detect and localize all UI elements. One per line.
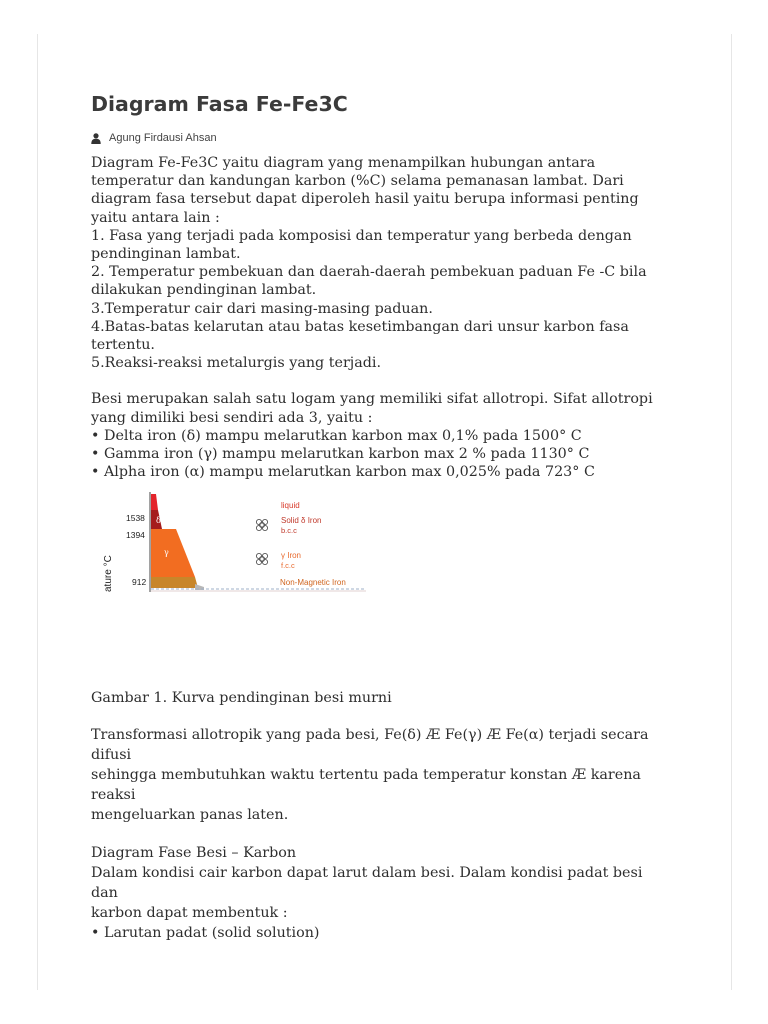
legend-fcc: f.c.c [281,561,295,571]
text-line: diagram fasa tersebut dapat diperoleh hasil yaitu berupa informasi penting [91,191,639,208]
text-line: difusi [91,747,132,764]
text-line: reaksi [91,787,136,804]
text-line: sehingga membutuhkan waktu tertentu pada temperatur konstan Æ karena [91,767,641,784]
text-line: Besi merupakan salah satu logam yang memiliki sifat allotropi. Sifat allotropi [91,391,653,408]
text-line: karbon dapat membentuk : [91,905,288,922]
cooling-curve-image [94,492,366,595]
text-line: temperatur dan kandungan karbon (%C) selama pemanasan lambat. Dari [91,173,624,190]
text-line: dilakukan pendinginan lambat. [91,282,317,299]
text-line: 2. Temperatur pembekuan dan daerah-daerah pembekuan paduan Fe -C bila [91,264,647,281]
gamma-label: γ [164,548,169,558]
legend-bcc: b.c.c [281,526,297,536]
text-line: tertentu. [91,337,155,354]
transformation-paragraph [91,725,681,825]
article-body [91,154,681,943]
phase-diagram-paragraph [91,843,681,943]
delta-label: δ [156,516,161,526]
text-line: yaitu antara lain : [91,209,220,226]
bullet-solid-solution: • Larutan padat (solid solution) [91,925,320,942]
text-line: Diagram Fe-Fe3C yaitu diagram yang menampilkan hubungan antara [91,155,596,171]
article-content [91,90,681,943]
tick-1538: 1538 [126,513,145,524]
text-line: dan [91,885,118,902]
liquid-region [151,494,158,510]
gamma-region [151,529,195,577]
text-line: pendinginan lambat. [91,246,241,263]
legend-solid-delta: Solid δ Iron [281,516,322,526]
author-line [91,131,681,145]
tick-912: 912 [132,577,147,588]
text-line: 5.Reaksi-reaksi metalurgis yang terjadi. [91,355,382,372]
legend-nonmagnetic: Non-Magnetic Iron [280,578,346,588]
allotropy-paragraph [91,390,681,481]
tick-1394: 1394 [126,530,145,541]
bullet-alpha-iron: • Alpha iron (α) mampu melarutkan karbon max 0,025% pada 723° C [91,464,595,481]
section-heading: Diagram Fase Besi – Karbon [91,845,297,862]
figure-caption: Gambar 1. Kurva pendinginan besi murni [91,690,392,707]
text-line: mengeluarkan panas laten. [91,807,289,824]
left-border [37,34,38,990]
legend-gamma-iron: γ Iron [281,551,302,561]
fcc-atom-icon [256,554,267,565]
text-line: Transformasi allotropik yang pada besi, Fe(δ) Æ Fe(γ) Æ Fe(α) terjadi secara [91,727,649,744]
bullet-gamma-iron: • Gamma iron (γ) mampu melarutkan karbon max 2 % pada 1130° C [91,446,590,463]
right-border [731,34,732,990]
text-line: 3.Temperatur cair dari masing-masing paduan. [91,300,433,317]
text-line: 1. Fasa yang terjadi pada komposisi dan temperatur yang berbeda dengan [91,227,632,244]
bullet-delta-iron: • Delta iron (δ) mampu melarutkan karbon max 0,1% pada 1500° C [91,427,582,444]
nonmagnetic-region [151,577,198,588]
text-line: 4.Batas-batas kelarutan atau batas kesetimbangan dari unsur karbon fasa [91,318,629,335]
cooling-curve-figure [94,492,366,595]
author-name: Agung Firdausi Ahsan [109,132,217,144]
text-line: Dalam kondisi cair karbon dapat larut dalam besi. Dalam kondisi padat besi [91,865,643,882]
text-line: yang dimiliki besi sendiri ada 3, yaitu : [91,409,373,426]
intro-paragraph [91,154,681,372]
article-title: Diagram Fasa Fe-Fe3C [91,92,348,116]
y-axis-label: ature °C [103,555,114,593]
legend-liquid: liquid [281,501,300,511]
bcc-atom-icon [256,520,267,531]
user-icon [91,133,101,144]
